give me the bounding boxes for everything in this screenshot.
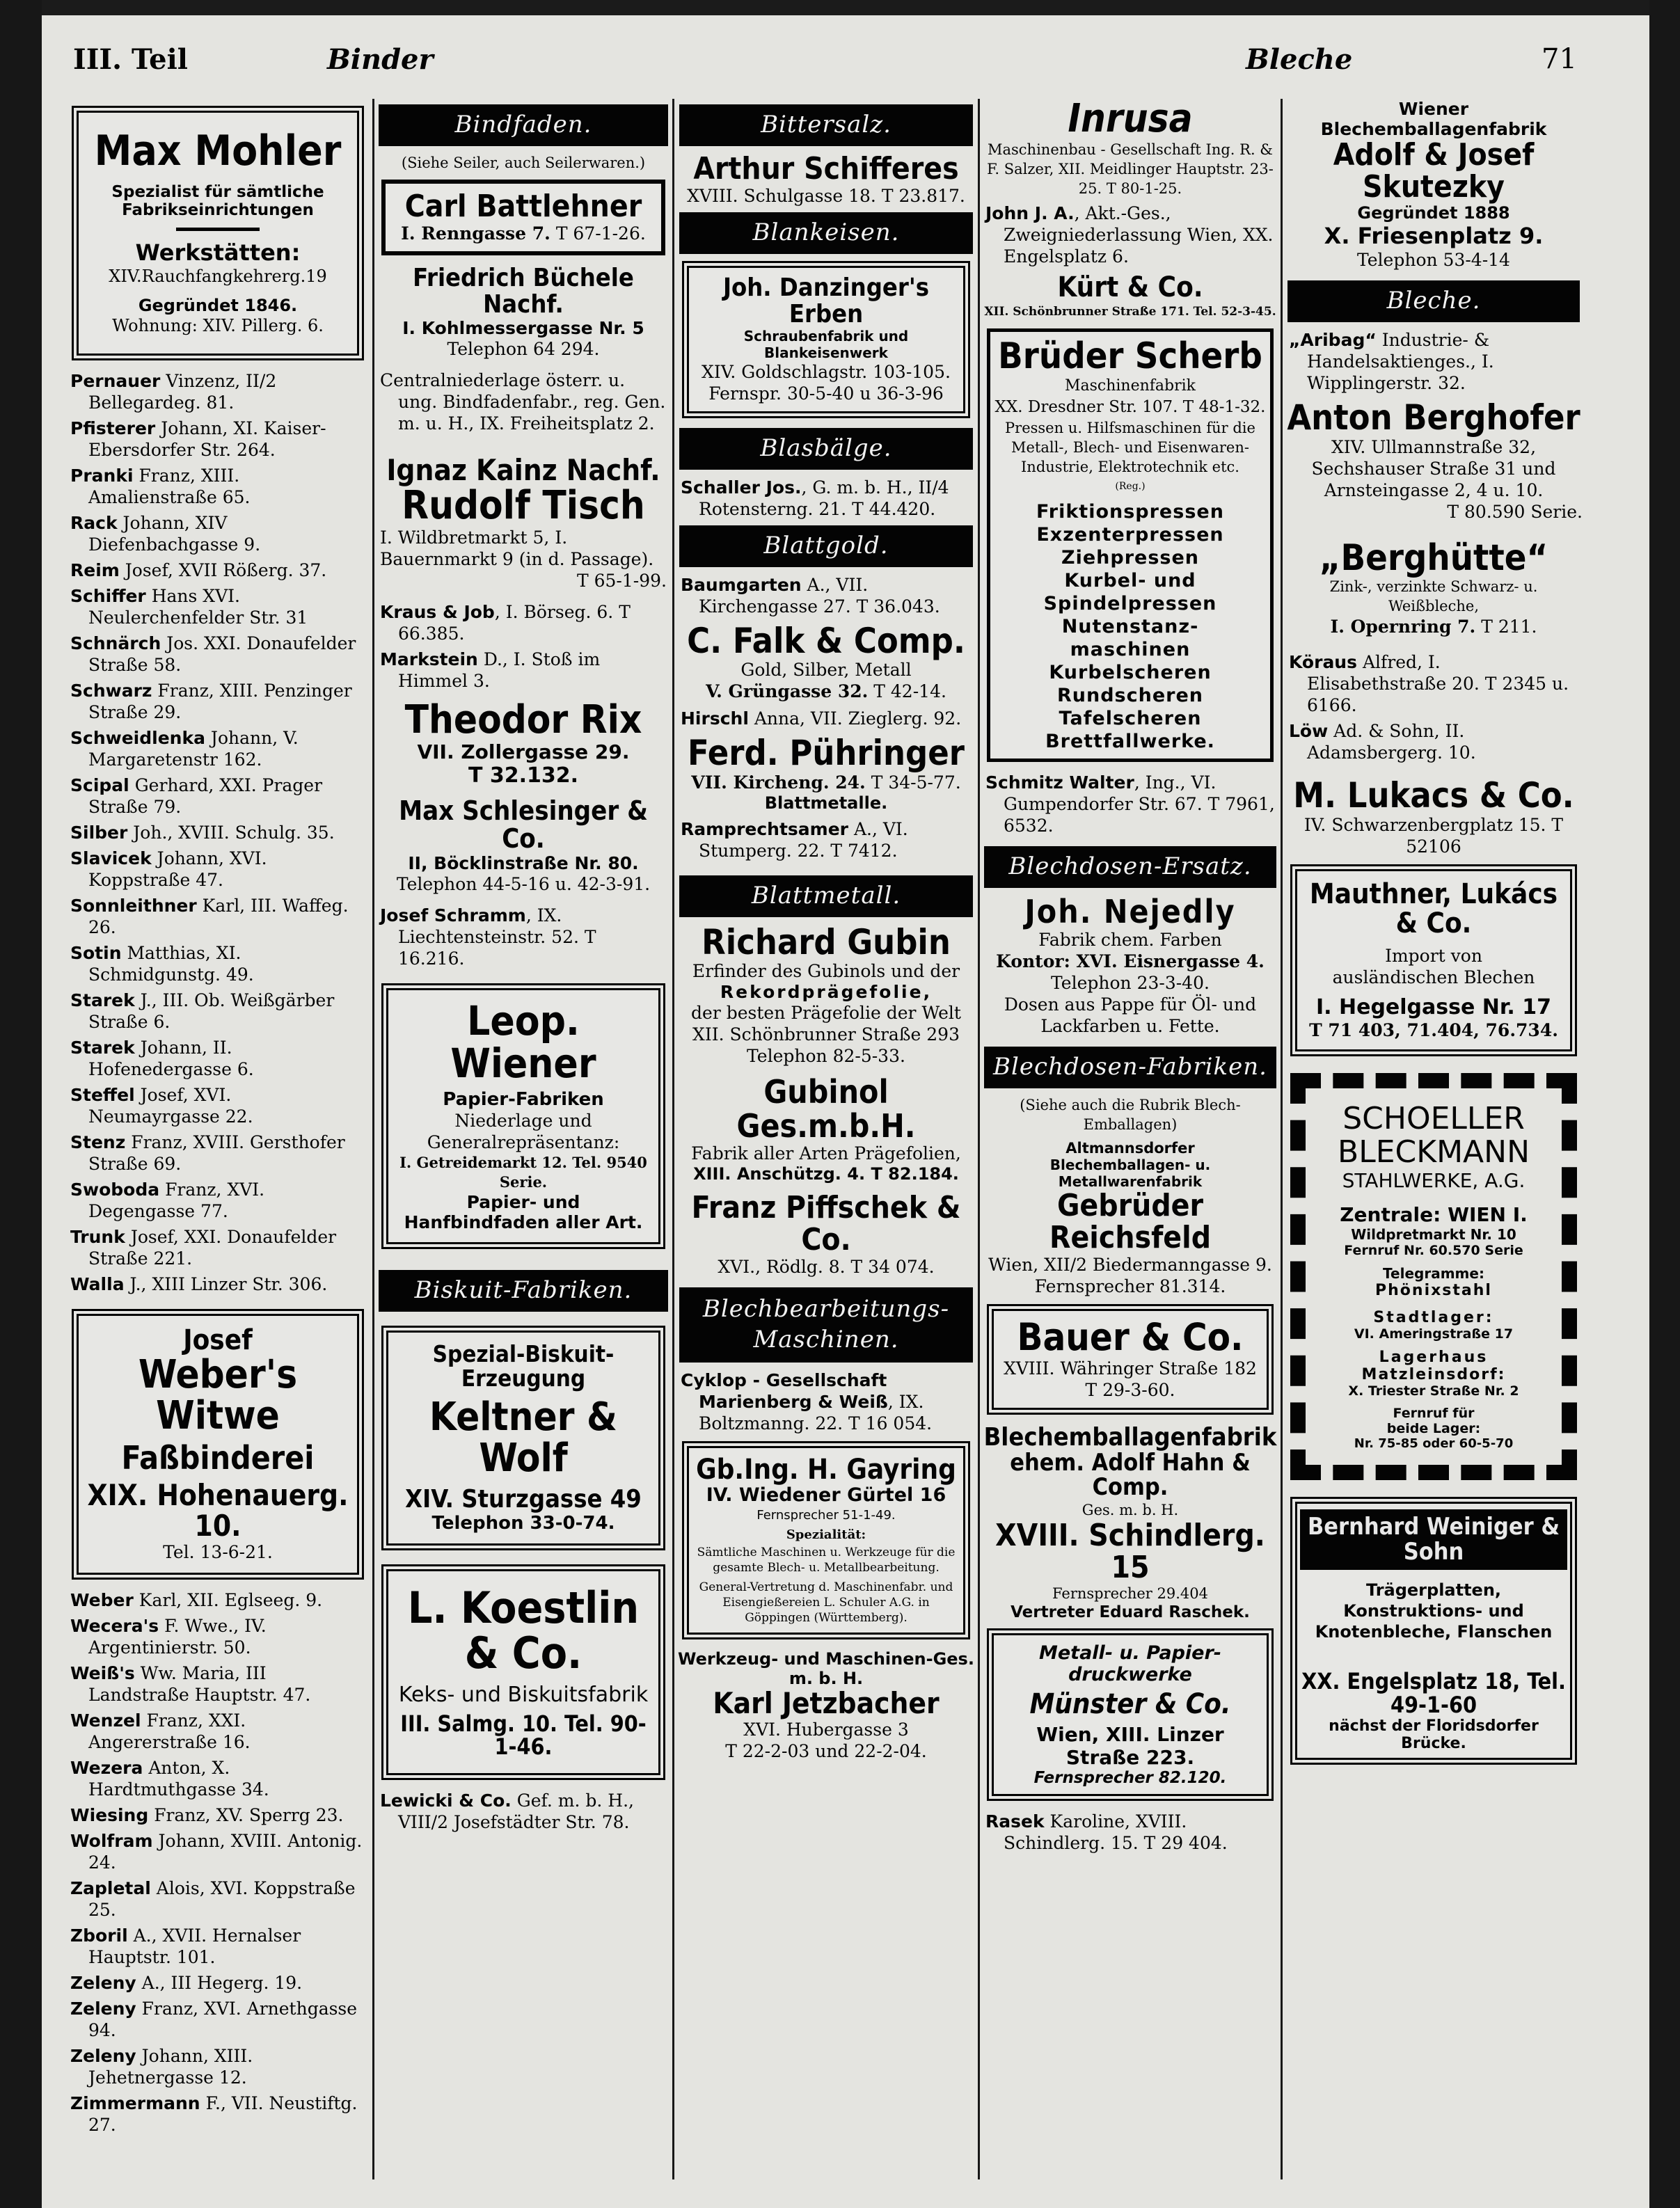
scan-border-left [0, 0, 42, 2208]
ad-product: Ziehpressen [1061, 547, 1199, 569]
ad-title: Kürt & Co. [1057, 271, 1203, 303]
ad-line: Maschinenfabrik [1064, 377, 1196, 395]
section-heading-bindfaden: Bindfaden. [379, 104, 668, 146]
ad-schlesinger [380, 797, 667, 895]
listing-entry: Walla J., XIII Linzer Str. 306. [70, 1274, 328, 1294]
listing-entry: Cyklop - Gesellschaft Marienberg & Weiß, IX. Boltzmanng. 22. T 16 054. [681, 1370, 933, 1434]
column-rule [1281, 99, 1283, 2179]
ad-buechele [380, 265, 667, 360]
ad-telephone: Telephon 82-5-33. [747, 1046, 905, 1067]
listing-entry: Pernauer Vinzenz, II/2 Bellegardeg. 81. [70, 371, 277, 413]
ad-title: Arthur Schifferes [693, 151, 959, 186]
listing-entry: Rasek Karoline, XVIII. Schindlerg. 15. T 29 404. [985, 1811, 1228, 1854]
ad-line: Papier- und Hanfbindfaden aller Art. [404, 1192, 643, 1233]
ad-product: Kurbelscheren [1049, 662, 1212, 684]
ad-telephone: Tel. 13-6-21. [163, 1542, 273, 1563]
listing-entry: Scipal Gerhard, XXI. Prager Straße 79. [70, 775, 323, 817]
listing-entry: Schnärch Jos. XXI. Donaufelder Straße 58. [70, 633, 356, 675]
listing-entry: Wolfram Johann, XVIII. Antonig. 24. [70, 1831, 363, 1873]
ad-address: I. Wildbretmarkt 5, I. Bauernmarkt 9 (in d. Passage). [380, 527, 654, 569]
ad-line: Rekordprägefolie, [720, 982, 933, 1003]
listing-entry: Markstein D., I. Stoß im Himmel 3. [380, 649, 601, 691]
listing-entry: Zeleny Johann, XIII. Jehetnergasse 12. [70, 2046, 253, 2088]
ad-line: nächst der Floridsdorfer Brücke. [1329, 1717, 1539, 1752]
ad-line: Gold, Silber, Metall [740, 660, 912, 681]
ad-line: Wiener Blechemballagenfabrik [1320, 99, 1547, 139]
column-rule [978, 99, 980, 2179]
listing-entry: Zeleny Franz, XVI. Arnethgasse 94. [70, 1999, 358, 2041]
ad-line: Gegründet 1846. [138, 296, 298, 315]
listing-entry: Josef Schramm, IX. Liechtensteinstr. 52. T 16.216. [380, 905, 596, 969]
ad-muenster [987, 1628, 1274, 1801]
listing-entry: Sonnleithner Karl, III. Waffeg. 26. [70, 896, 349, 937]
listing-entry: Weber Karl, XII. Eglseeg. 9. [70, 1590, 323, 1611]
ad-line: Blechemballagenfabrik [983, 1422, 1277, 1452]
section-note: (Siehe auch die Rubrik Blech-Emballagen) [1020, 1096, 1241, 1133]
ad-title: Carl Battlehner [404, 189, 642, 224]
ad-telephone: T 65-1-99. [577, 570, 667, 591]
ad-address: III. Salmg. 10. Tel. 90-1-46. [400, 1710, 647, 1761]
ad-address: XX. Dresdner Str. 107. T 48-1-32. [994, 398, 1266, 417]
ad-lukacs [1285, 777, 1583, 857]
ad-product: Spindelpressen [1043, 593, 1217, 615]
ad-telephone: Nr. 75-85 oder 60-5-70 [1354, 1436, 1514, 1451]
ad-address: I. Hegelgasse Nr. 17 [1316, 994, 1551, 1019]
ad-address: XVI. Hubergasse 3 [743, 1719, 909, 1740]
ad-title: Münster & Co. [1029, 1688, 1231, 1721]
ad-scherb [987, 328, 1274, 763]
listing-entry: Starek Johann, II. Hofenedergasse 6. [70, 1038, 254, 1079]
ad-title: Weber's Witwe [138, 1352, 298, 1438]
ad-reg: (Reg.) [1115, 481, 1146, 493]
ad-title: C. Falk & Comp. [687, 620, 965, 661]
section-note: (Siehe Seiler, auch Seilerwaren.) [401, 154, 646, 171]
ad-address: I. Opernring 7. T 211. [1330, 617, 1537, 637]
ad-product: Brettfallwerke. [1045, 731, 1215, 753]
column-3 [676, 99, 976, 2179]
ad-line: Zentrale: WIEN I. [1340, 1202, 1528, 1226]
column-rule [672, 99, 674, 2179]
section-heading-bittersalz: Bittersalz. [679, 104, 973, 146]
ad-kuert [981, 273, 1279, 321]
listing-entry: Hirschl Anna, VII. Zieglerg. 92. [681, 708, 962, 729]
section-heading-blattgold: Blattgold. [679, 525, 973, 567]
listing-entry: Sotin Matthias, XI. Schmidgunstg. 49. [70, 943, 254, 985]
ad-line: Metall- u. Papier- [1039, 1642, 1221, 1665]
ad-address: Kontor: XVI. Eisnergasse 4. [996, 951, 1265, 971]
ad-title: M. Lukacs & Co. [1293, 775, 1574, 816]
ad-rule [176, 228, 260, 231]
ad-title: Max Mohler [94, 127, 342, 175]
ad-title: BLECKMANN [1338, 1134, 1530, 1170]
ad-title: Mauthner, Lukács & Co. [1309, 877, 1558, 939]
listing-entry: Zapletal Alois, XVI. Koppstraße 25. [70, 1878, 356, 1921]
ad-product: Nutenstanz- [1061, 616, 1199, 638]
ad-title: Gubinol Ges.m.b.H. [736, 1073, 916, 1145]
listing-entry: Pfisterer Johann, XI. Kaiser-Ebersdorfer Str. 264. [70, 418, 326, 460]
ad-address: XIV. Ullmannstraße 32, Sechshauser Straße 31 und Arnsteingasse 2, 4 u. 10. [1311, 436, 1556, 500]
ad-title: Theodor Rix [404, 697, 642, 742]
listing-entry: Baumgarten A., VII. Kirchengasse 27. T 36.043. [681, 574, 940, 617]
ad-weber [72, 1309, 364, 1580]
ad-line: Spezialist für sämtliche [111, 183, 324, 201]
ad-title: Bauer & Co. [1017, 1315, 1244, 1360]
ad-title: „Berghütte“ [1319, 537, 1548, 579]
header-part: III. Teil [73, 43, 188, 76]
listing-entry: Pranki Franz, XIII. Amalienstraße 65. [70, 466, 251, 507]
section-heading-blechbearbeitung: Blechbearbeitungs-Maschinen. [679, 1287, 973, 1363]
ad-line: Schraubenfabrik und Blankeisenwerk [743, 327, 909, 361]
listing-entry: Reim Josef, XVII Rößerg. 37. [70, 560, 327, 580]
ad-line: Werkstätten: [135, 239, 301, 266]
ad-line: der besten Prägefolie der Welt [691, 1003, 961, 1024]
ad-rix [380, 697, 667, 788]
ad-line: Telegramme: [1383, 1264, 1484, 1282]
ad-line: Fabrik aller Arten Prägefolien, [691, 1143, 961, 1163]
ad-title: Franz Piffschek & Co. [691, 1189, 961, 1258]
ad-product: Kurbel- und [1064, 570, 1196, 592]
ad-telephone: Telephon 53-4-14 [1357, 250, 1510, 271]
listing-entry: Zeleny A., III Hegerg. 19. [70, 1973, 303, 1994]
ad-title: Joh. Nejedly [1024, 893, 1236, 931]
listing-entry: Löw Ad. & Sohn, II. Adamsbergerg. 10. [1289, 721, 1476, 763]
ad-line: Import von [1385, 945, 1482, 966]
ad-title: Bernhard Weiniger & Sohn [1300, 1509, 1567, 1570]
ad-line: Ges. m. b. H. [1081, 1501, 1179, 1518]
ad-line: Josef [183, 1324, 253, 1356]
listing-entry: Silber Joh., XVIII. Schulg. 35. [70, 823, 335, 843]
section-heading-biskuit: Biskuit-Fabriken. [379, 1270, 668, 1312]
ad-line: beide Lager: [1386, 1420, 1481, 1436]
ad-address: XIX. Hohenauerg. 10. [87, 1477, 349, 1543]
ad-address: I. Renngasse 7. T 67-1-26. [401, 223, 646, 244]
ad-nejedly [981, 895, 1279, 1036]
listing-entry: Trunk Josef, XXI. Donaufelder Straße 221. [70, 1227, 337, 1269]
ad-telephone: Fernsprecher 51-1-49. [756, 1508, 896, 1523]
ad-kainz [380, 452, 667, 591]
ad-product: Tafelscheren [1059, 708, 1202, 730]
ad-line: Phönixstahl [1375, 1281, 1492, 1299]
ad-line: STAHLWERKE, A.G. [1342, 1168, 1526, 1192]
ad-address: I. Getreidemarkt 12. Tel. 9540 Serie. [399, 1154, 647, 1191]
ad-bauer [987, 1304, 1274, 1415]
ad-line: Blattmetalle. [764, 793, 888, 813]
ad-title: Gb.Ing. H. Gayring [696, 1454, 956, 1486]
ad-telephone: Fernsprecher 81.314. [1034, 1276, 1226, 1297]
ad-gubin [676, 921, 976, 1067]
ad-line: Blechemballagen- u. Metallwarenfabrik [1049, 1156, 1211, 1190]
ad-address: IV. Schwarzenbergplatz 15. T 52106 [1303, 814, 1564, 857]
ad-address: X. Friesenplatz 9. [1324, 223, 1544, 250]
ad-title: Adolf & Josef Skutezky [1333, 137, 1535, 205]
ad-puehringer [676, 735, 976, 813]
section-heading-blankeisen: Blankeisen. [679, 212, 973, 254]
ad-title: Inrusa [1068, 99, 1193, 141]
ad-product-list [993, 500, 1267, 753]
listing-entry: Wiesing Franz, XV. Sperrg 23. [70, 1805, 344, 1826]
ad-address: Wien, XII/2 Biedermanngasse 9. [988, 1255, 1272, 1276]
ad-schoeller [1290, 1073, 1577, 1480]
section-heading-blattmetall: Blattmetall. [679, 875, 973, 917]
ad-title: Richard Gubin [702, 921, 951, 962]
ad-telephone: Fernspr. 30-5-40 u 36-3-96 [708, 383, 944, 404]
listing-entry: Schaller Jos., G. m. b. H., II/4 Rotensterng. 21. T 44.420. [681, 477, 949, 519]
ad-title: Ignaz Kainz Nachf. [386, 452, 660, 487]
ad-telephone: T 32.132. [468, 763, 579, 788]
ad-gayring [682, 1441, 970, 1639]
listing-entry: Köraus Alfred, I. Elisabethstraße 20. T 2345 u. 6166. [1289, 652, 1569, 716]
ad-line: Matzleinsdorf: [1361, 1365, 1506, 1383]
listing-entry: Stenz Franz, XVIII. Gersthofer Straße 69. [70, 1132, 345, 1174]
listing-entry: Lewicki & Co. Gef. m. b. H., VIII/2 Josefstädter Str. 78. [380, 1790, 634, 1833]
ad-title: Gebrüder Reichsfeld [1049, 1187, 1212, 1255]
ad-title: Anton Berghofer [1287, 397, 1580, 438]
ad-piffschek [676, 1189, 976, 1278]
ad-address: Wildpretmarkt Nr. 10 [1351, 1225, 1516, 1243]
ad-title: Friedrich Büchele Nachf. [413, 264, 634, 319]
column-rule [372, 99, 374, 2179]
ad-schifferes [676, 153, 976, 207]
ad-title: SCHOELLER [1342, 1100, 1525, 1136]
ad-address: Wien, XIII. Linzer Straße 223. [1036, 1723, 1224, 1770]
ad-berghuette [1285, 539, 1583, 638]
header-section: Binder [327, 43, 434, 76]
section-heading-bleche: Bleche. [1287, 280, 1580, 322]
ad-line: Keks- und Biskuitsfabrik [398, 1682, 649, 1707]
ad-telephone: Telephon 23-3-40. [1051, 972, 1210, 993]
ad-telephone: T 71 403, 71.404, 76.734. [1309, 1019, 1558, 1040]
ad-title: Max Schlesinger & Co. [399, 795, 648, 855]
ad-address: X. Triester Straße Nr. 2 [1348, 1383, 1519, 1399]
ad-line: Fernruf für [1393, 1405, 1475, 1421]
ad-address: XII. Schönbrunner Straße 293 [692, 1024, 960, 1045]
ad-product: Friktionspressen [1036, 501, 1224, 523]
ad-product: Exzenterpressen [1036, 524, 1224, 546]
ad-line: Zink-, verzinkte Schwarz- u. Weißbleche, [1329, 578, 1538, 615]
ad-line: XIV.Rauchfangkehrerg.19 [109, 267, 327, 286]
ad-address: VII. Zollergasse 29. [417, 740, 630, 764]
listing-entry: Slavicek Johann, XVI. Koppstraße 47. [70, 848, 267, 890]
section-heading-blechdosen-ersatz: Blechdosen-Ersatz. [984, 846, 1276, 888]
column-4 [981, 99, 1279, 2179]
ad-line: Werkzeug- und Maschinen-Ges. m. b. H. [678, 1649, 974, 1689]
ad-telephone: T 29-3-60. [1085, 1379, 1175, 1400]
ad-danzinger [682, 261, 970, 418]
listing-entry: Wecera's F. Wwe., IV. Argentinierstr. 50. [70, 1616, 267, 1658]
ad-mauthner [1290, 864, 1577, 1056]
ad-address: VII. Kircheng. 24. T 34-5-77. [691, 772, 961, 793]
ad-address: I. Kohlmessergasse Nr. 5 [402, 317, 644, 338]
ad-address: XVIII. Schindlerg. 15 [995, 1517, 1265, 1586]
ad-line: Niederlage und Generalrepräsentanz: [427, 1111, 620, 1153]
ad-line: Spezialität: [786, 1527, 866, 1543]
scan-border-right [1649, 0, 1680, 2208]
listing-entry: Steffel Josef, XVI. Neumayrgasse 22. [70, 1085, 253, 1127]
listing-entry: Starek J., III. Ob. Weißgärber Straße 6. [70, 990, 335, 1032]
column-2 [376, 99, 671, 2179]
section-heading-blasbaelge: Blasbälge. [679, 428, 973, 470]
listing-entry: Zimmermann F., VII. Neustiftg. 27. [70, 2093, 358, 2136]
listing-entry: Schweidlenka Johann, V. Margaretenstr 162. [70, 728, 299, 770]
ad-title: Brüder Scherb [998, 335, 1262, 377]
ad-line: Pressen u. Hilfsmaschinen für die Metall-, Blech- und Eisenwaren-Industrie, Elektrotechnik etc. [1005, 420, 1255, 476]
listing-entry: „Aribag“ Industrie- & Handelsaktienges., I. Wipplingerstr. 32. [1289, 330, 1494, 394]
ad-telephone: Fernsprecher 29.404 [1052, 1585, 1208, 1603]
ad-line: Lagerhaus [1379, 1348, 1489, 1366]
ad-title: Joh. Danzinger's Erben [722, 273, 930, 328]
ad-gubinol [676, 1075, 976, 1184]
ad-address: XIV. Sturzgasse 49 [405, 1484, 642, 1514]
ad-line: Gegründet 1888 [1357, 203, 1510, 223]
page-number: 71 [1542, 43, 1577, 75]
ad-weiniger [1290, 1497, 1577, 1765]
ad-koestlin [381, 1564, 665, 1780]
ad-address: VI. Ameringstraße 17 [1354, 1326, 1514, 1342]
header-section-right: Bleche [1246, 43, 1353, 76]
ad-line: Wohnung: XIV. Pillerg. 6. [112, 316, 324, 335]
ad-address: XVI., Rödlg. 8. T 34 074. [718, 1257, 935, 1278]
ad-address: XII. Schönbrunner Straße 171. Tel. 52-3-45. [984, 304, 1276, 319]
listing-entry: John J. A., Akt.-Ges., Zweigniederlassung Wien, XX. Engelsplatz 6. [985, 202, 1274, 267]
listing-block-b [66, 1589, 370, 2136]
listing-entry: Wenzel Franz, XXI. Angererstraße 16. [70, 1710, 251, 1753]
ad-title: L. Koestlin & Co. [407, 1582, 640, 1678]
ad-telephone: Telephon 33-0-74. [431, 1512, 615, 1534]
ad-berghofer [1285, 399, 1583, 523]
ad-address: IV. Wiedener Gürtel 16 [706, 1484, 946, 1507]
ad-title: Keltner & Wolf [429, 1395, 617, 1482]
listing-entry: Swoboda Franz, XVI. Degengasse 77. [70, 1180, 265, 1221]
ad-line: Fabrik chem. Farben [1038, 929, 1222, 950]
ad-wiener [381, 983, 665, 1249]
ad-product: maschinen [1070, 639, 1191, 661]
ad-title: Ferd. Pühringer [688, 733, 965, 774]
listing-entry: Kraus & Job, I. Börseg. 6. T 66.385. [380, 601, 631, 644]
column-1 [66, 99, 370, 2179]
ad-address: XVIII. Schulgasse 18. T 23.817. [687, 186, 965, 207]
ad-line: General-Vertretung d. Maschinenfabr. und Eisengießereien L. Schuler A.G. in Göppingen (Württemberg). [699, 1580, 953, 1626]
ad-line: Fabrikseinrichtungen [122, 201, 314, 219]
ad-keltner [381, 1326, 665, 1550]
ad-telephone: T 22-2-03 und 22-2-04. [725, 1741, 927, 1762]
ad-inrusa [981, 99, 1279, 198]
ad-line: Faßbinderei [121, 1438, 315, 1477]
ad-line: Vertreter Eduard Raschek. [1011, 1603, 1250, 1622]
ad-line: Spezial-Biskuit-Erzeugung [432, 1340, 615, 1392]
column-5 [1285, 99, 1583, 2179]
ad-telephone: Fernruf Nr. 60.570 Serie [1344, 1242, 1523, 1258]
ad-line: Sämtliche Maschinen u. Werkzeuge für die gesamte Blech- u. Metallbearbeitung. [697, 1546, 956, 1575]
scan-border-top [0, 0, 1680, 15]
listing-entry: Centralniederlage österr. u. ung. Bindfadenfabr., reg. Gen. m. u. H., IX. Freiheitsplatz 2. [380, 370, 666, 434]
ad-hahn [981, 1424, 1279, 1622]
ad-falk [676, 620, 976, 703]
ad-title: Karl Jetzbacher [713, 1686, 940, 1721]
ad-line: Trägerplatten, Konstruktions- und Knotenbleche, Flanschen [1315, 1580, 1553, 1642]
listing-entry: Schwarz Franz, XIII. Penzinger Straße 29. [70, 681, 352, 722]
ad-title: Rudolf Tisch [402, 482, 645, 528]
ad-mohler [72, 106, 364, 360]
ad-skutezky [1285, 99, 1583, 271]
listing-block-a [66, 370, 370, 1295]
ad-line: Altmannsdorfer [1065, 1139, 1195, 1157]
ad-title: Leop. Wiener [450, 997, 596, 1088]
listing-entry: Schmitz Walter, Ing., VI. Gumpendorfer Str. 67. T 7961, 6532. [985, 772, 1275, 836]
ad-line: Dosen aus Pappe für Öl- und Lackfarben u. Fette. [1004, 994, 1257, 1036]
ad-line: Maschinenbau - Gesellschaft Ing. R. & F. Salzer, XII. Meidlinger Hauptstr. 23-25. T 80-1-25. [987, 141, 1274, 197]
ad-telephone: T 80.590 Serie. [1447, 501, 1583, 522]
listing-entry: Schiffer Hans XVI. Neulerchenfelder Str. 31 [70, 586, 308, 628]
ad-telephone: Telephon 64 294. [447, 338, 600, 359]
ad-jetzbacher [676, 1649, 976, 1762]
listing-entry: Ramprechtsamer A., VI. Stumperg. 22. T 7412. [681, 818, 908, 861]
ad-product: Rundscheren [1056, 685, 1204, 707]
listing-entry: Wezera Anton, X. Hardtmuthgasse 34. [70, 1758, 269, 1800]
ad-line: ausländischen Blechen [1332, 967, 1535, 987]
ad-line: Stadtlager: [1373, 1308, 1494, 1326]
ad-address: XIV. Goldschlagstr. 103-105. [702, 361, 951, 382]
ad-address: XIII. Anschützg. 4. T 82.184. [693, 1163, 959, 1184]
section-heading-blechdosen-fabriken: Blechdosen-Fabriken. [984, 1047, 1276, 1088]
listing-entry: Weiß's Ww. Maria, III Landstraße Hauptstr. 47. [70, 1663, 311, 1706]
ad-address: XX. Engelsplatz 18, Tel. 49-1-60 [1301, 1668, 1566, 1718]
ad-address: XVIII. Währinger Straße 182 [1004, 1358, 1257, 1379]
ad-address: V. Grüngasse 32. T 42-14. [706, 681, 946, 702]
ad-line: druckwerke [1068, 1664, 1192, 1686]
ad-reichsfeld [981, 1140, 1279, 1297]
listing-entry: Zboril A., XVII. Hernalser Hauptstr. 101. [70, 1925, 301, 1968]
listing-entry: Rack Johann, XIV Diefenbachgasse 9. [70, 513, 261, 555]
ad-address: II, Böcklinstraße Nr. 80. [408, 853, 639, 874]
ad-battlehner [381, 180, 665, 255]
ad-telephone: Fernsprecher 82.120. [1033, 1769, 1227, 1788]
ad-telephone: Telephon 44-5-16 u. 42-3-91. [396, 874, 651, 895]
ad-line: Erfinder des Gubinols und der [692, 961, 960, 982]
ad-line: Papier-Fabriken [443, 1089, 604, 1111]
ad-title: ehem. Adolf Hahn & Comp. [1010, 1448, 1251, 1502]
